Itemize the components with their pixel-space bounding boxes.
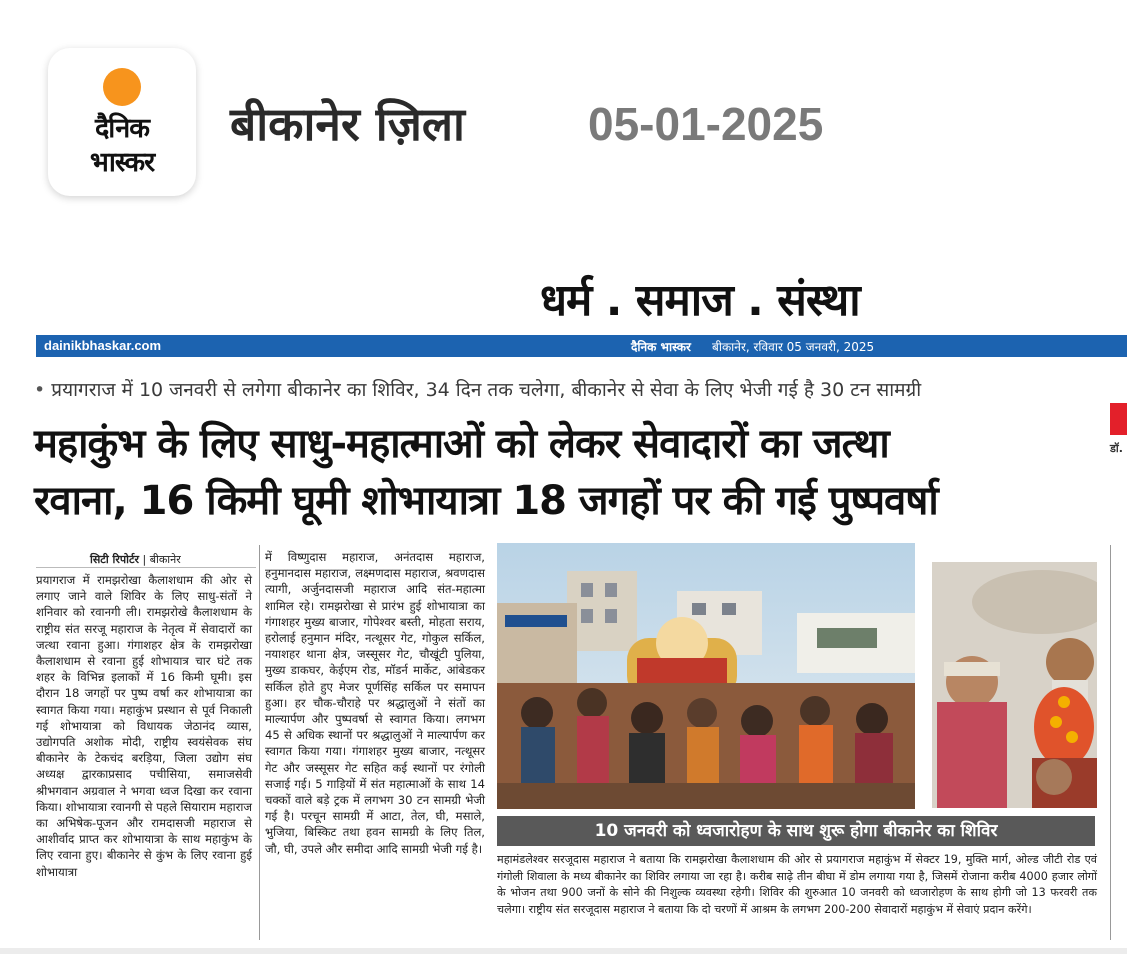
paper-name: दैनिक भास्कर (631, 340, 691, 354)
article-headline (34, 416, 1104, 530)
column-divider (259, 545, 260, 940)
byline-separator: | (142, 553, 150, 566)
sun-icon (103, 68, 141, 106)
article-column-3: महामंडलेश्वर सरजूदास महाराज ने बताया कि रामझरोखा कैलाशधाम की ओर से प्रयागराज महाकुंभ में सेक्टर 19, मुक्ति मार्ग, ओल्ड जीटी रोड एवं गंगोली शिवाला के मध्य बीकानेर का शिविर लगाया जा रहा है। करीब साढ़े तीन बीघा में डोम लगाया गया है, जिसमें रोजाना करीब 4000 हजार लोगों के भोजन तथा 900 जनों के सोने की निशुल्क व्यवस्था रहेगी। शिविर की शुरुआत 10 जनवरी को ध्वजारोहण के साथ होगी जो 13 फरवरी तक चलेगा। राष्ट्रीय संत सरजूदास महाराज ने बताया कि दो चरणों में आश्रम के लगभग 200-200 सेवादारों महाकुंभ में सेवाएं प्रदान करेंगे। (497, 853, 1097, 916)
page-header-band (36, 335, 1127, 357)
article-column-1: प्रयागराज में रामझरोखा कैलाशधाम की ओर से लगाए जाने वाले शिविर के लिए साधु-संतों ने शनिवार को रवानगी ली। रामझरोखे कैलाशधाम के राष्ट्रीय संत सरजू महाराज के नेतृत्व में सेवादारों का जत्था रवाना हुआ। गंगाशहर क्षेत्र के रामझरोखा कैलाशधाम से रवाना हुई शोभायात्र चार घंटे तक शहर के विभिन्न इलाकों में 16 किमी घूमी। इस दौरान 18 जगहों पर पुष्प वर्षा कर शोभायात्रा का स्वागत किया गया। महाकुंभ प्रस्थान से पूर्व निकाली गई शोभायात्रा को विधायक जेठानंद व्यास, उद्योगपति अशोक मोदी, राष्ट्रीय स्वयंसेवक संघ बीकानेर के टेकचंद बरड़िया, जिला उद्योग संघ अध्यक्ष द्वारकाप्रसाद पचीसिया, समाजसेवी श्रीभगवान अग्रवाल ने भगवा ध्वज दिखा कर रवाना किया। शोभायात्रा रवानगी से पहले सियाराम महाराज का अभिषेक-पूजन और रामदासजी महाराज से आशीर्वाद प्राप्त कर शोभायात्रा के साथ महाकुंभ के लिए रवाना हुए। बीकानेर से कुंभ के लिए रवाना हुई शोभायात्रा (36, 573, 252, 879)
column-divider (1110, 545, 1111, 940)
bottom-strip (0, 948, 1127, 954)
photo-caption: 10 जनवरी को ध्वजारोहण के साथ शुरू होगा बीकानेर का शिविर (497, 816, 1095, 846)
article-column-2: में विष्णुदास महाराज, अनंतदास महाराज, हनुमानदास महाराज, लक्ष्मणदास महाराज, श्रवणदास त्यागी, अर्जुनदासजी महाराज आदि संत-महात्मा शामिल रहे। रामझरोखा से प्रारंभ हुई शोभायात्रा का गंगाशहर मुख्य बाजार, गोपेश्वर बस्ती, मोहता सराय, हरोलाई हनुमान मंदिर, नत्थूसर गेट, गोकुल सर्किल, नयाशहर थाना क्षेत्र, जस्सूसर गेट, चौखूंटी पुलिया, मुख्य डाकघर, केईएम रोड, मॉडर्न मार्केट, आंबेडकर सर्किल होते हुए मेजर पूर्णसिंह सर्किल पर समापन हुआ। हर चौक-चौराहे पर श्रद्धालुओं ने संतों का माल्यार्पण और पुष्पवर्षा से स्वागत किया। लगभग 45 से अधिक स्थानों पर श्रद्धालुओं ने माल्यार्पण कर स्वागत किया गया। गंगाशहर मुख्य बाजार, नत्थूसर गेट और जस्सूसर गेट सहित कई स्थानों पर रंगोली सजाई गई। 5 गाड़ियों में संत महात्माओं के साथ 14 चक्कों वाले बड़े ट्रक में लगभग 30 टन सामग्री भेजी गई है। परचून सामग्री में आटा, तेल, घी, मसाले, भुजिया, बिस्किट तथा हवन सामग्री के लिए तिल, जौ, घी, उपले और समीदा आदि सामग्री भेजी गई है। (265, 550, 485, 856)
logo-text-line1: दैनिक (94, 113, 150, 144)
bullet-icon: • (34, 379, 46, 401)
saints-photo (932, 562, 1097, 808)
dainik-bhaskar-logo (48, 48, 196, 196)
byline (90, 552, 181, 567)
district-title: बीकानेर ज़िला (230, 97, 465, 151)
adjacent-article-text: डॉ. (1110, 442, 1123, 455)
procession-photo (497, 543, 915, 809)
site-url: dainikbhaskar.com (44, 338, 162, 353)
procession-photo-image (497, 543, 915, 809)
logo-text-line2: भास्कर (89, 147, 155, 178)
article-kicker (34, 376, 921, 402)
issue-info: बीकानेर, रविवार 05 जनवरी, 2025 (712, 340, 875, 354)
saints-photo-image (932, 562, 1097, 808)
byline-reporter: सिटी रिपोर्टर (90, 553, 139, 566)
section-heading: धर्म . समाज . संस्था (540, 275, 860, 326)
byline-place: बीकानेर (149, 553, 181, 566)
byline-divider (36, 567, 256, 568)
adjacent-article-marker (1110, 403, 1127, 435)
headline-line-2: रवाना, 16 किमी घूमी शोभायात्रा 18 जगहों पर की गई पुष्पवर्षा (34, 478, 938, 524)
kicker-text: प्रयागराज में 10 जनवरी से लगेगा बीकानेर का शिविर, 34 दिन तक चलेगा, बीकानेर से सेवा के लिए भेजी गई है 30 टन सामग्री (51, 379, 922, 401)
headline-line-1: महाकुंभ के लिए साधु-महात्माओं को लेकर सेवादारों का जत्था (34, 421, 889, 467)
edition-date: 05-01-2025 (588, 98, 824, 150)
